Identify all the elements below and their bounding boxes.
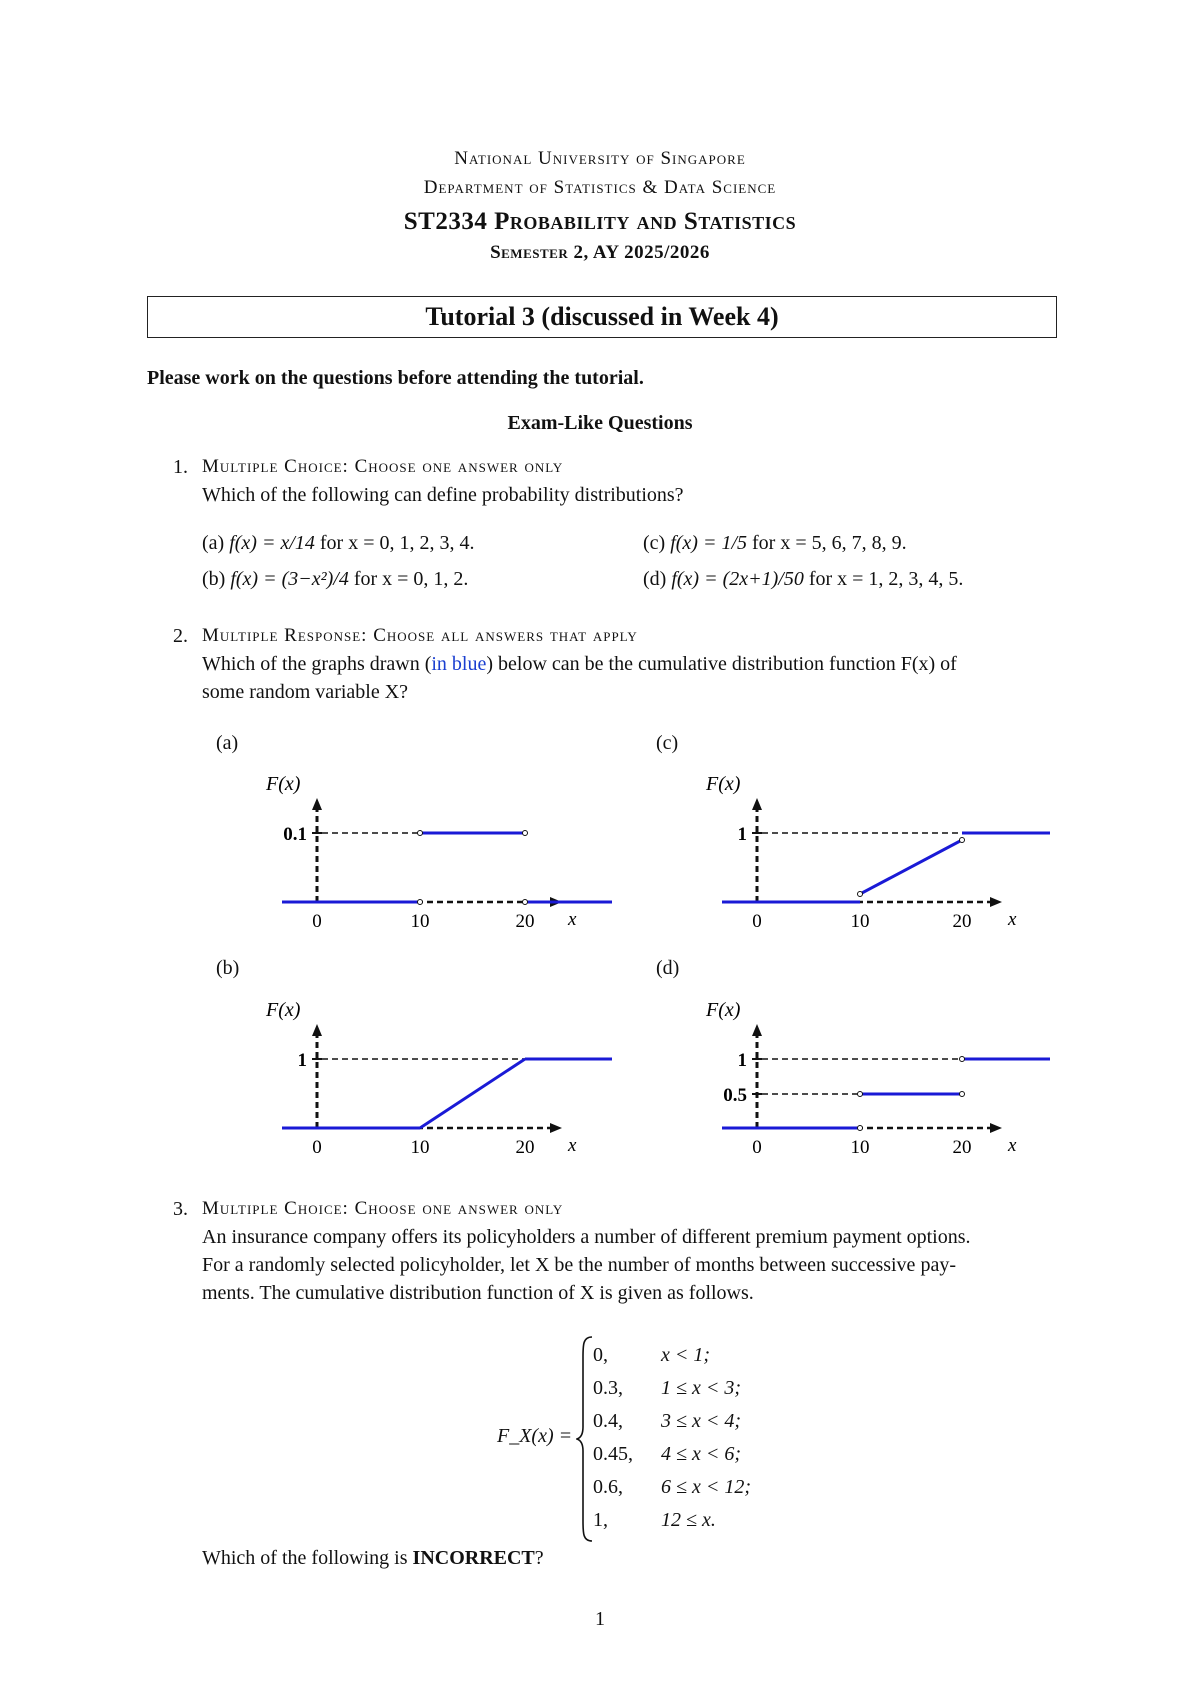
- q1-option-a-expr: f(x) = x/14: [229, 532, 315, 554]
- graph-d-x-arrow: [990, 1123, 1002, 1133]
- q1-option-d-label: (d): [643, 568, 667, 590]
- tutorial-title: Tutorial 3 (discussed in Week 4): [147, 296, 1057, 338]
- q3-question-bold: INCORRECT: [412, 1547, 535, 1569]
- q1-option-c-label: (c): [643, 532, 666, 554]
- graph-b-xtick-20: 20: [515, 1137, 535, 1158]
- graph-a-xlabel: x: [568, 909, 577, 930]
- q3-type: Multiple Choice: Choose one answer only: [202, 1198, 564, 1219]
- q3-question-after: ?: [534, 1547, 544, 1569]
- cdf-row-condition: 1 ≤ x < 3;: [661, 1377, 742, 1399]
- section-title: Exam-Like Questions: [507, 412, 693, 434]
- q1-option-c-range: for x = 5, 6, 7, 8, 9.: [752, 532, 907, 554]
- q3-line3: ments. The cumulative distribution function of X is given as follows.: [202, 1282, 754, 1304]
- graph-c-segment-2: [860, 840, 962, 894]
- q1-option-a-label: (a): [202, 532, 225, 554]
- cdf-row-value: 0,: [593, 1344, 608, 1366]
- cdf-row-condition: 12 ≤ x.: [661, 1509, 716, 1531]
- graph-b-x-arrow: [550, 1123, 562, 1133]
- cdf-row: [593, 1509, 763, 1542]
- q1-option-d: [643, 568, 963, 591]
- graph-c-ylabel: F(x): [706, 773, 741, 795]
- cdf-row-value: 1,: [593, 1509, 608, 1531]
- graph-d-ytick-top: 1: [737, 1050, 747, 1071]
- q1-number: 1.: [173, 456, 188, 478]
- graph-c-x-arrow: [990, 897, 1002, 907]
- department-name: Department of Statistics & Data Science: [423, 177, 777, 198]
- graph-d-point-3: [960, 1092, 965, 1097]
- course-title: ST2334 Probability and Statistics: [403, 208, 797, 235]
- graph-b-segment-2: [420, 1059, 525, 1128]
- q2-text-after: ) below can be the cumulative distribution function F(x) of: [486, 653, 957, 675]
- graph-a-point-2: [523, 831, 528, 836]
- cdf-row-value: 0.4,: [593, 1410, 623, 1432]
- graph-b-y-arrow: [312, 1024, 322, 1036]
- graph-b: [260, 986, 620, 1166]
- q1-option-b-expr: f(x) = (3−x²)/4: [230, 568, 349, 590]
- q1-option-a: [202, 532, 475, 555]
- graph-c-xtick-0: 0: [752, 911, 762, 932]
- graph-d-point-2: [858, 1092, 863, 1097]
- graph-d-xlabel: x: [1008, 1135, 1017, 1156]
- cdf-row-value: 0.6,: [593, 1476, 623, 1498]
- q1-text: Which of the following can define probability distributions?: [202, 484, 684, 506]
- graph-b-label: (b): [216, 957, 240, 979]
- graph-a-point-1: [418, 831, 423, 836]
- cdf-row: [593, 1476, 763, 1509]
- graph-a-xtick-20: 20: [515, 911, 535, 932]
- q3-question: [202, 1547, 544, 1570]
- graph-b-ylabel: F(x): [266, 999, 301, 1021]
- graph-a-xtick-0: 0: [312, 911, 322, 932]
- graph-c-xtick-10: 10: [850, 911, 870, 932]
- graph-c-y-arrow: [752, 798, 762, 810]
- q2-text-blue: in blue: [431, 653, 487, 675]
- graph-c-point-2: [960, 838, 965, 843]
- graph-a-label: (a): [216, 732, 239, 754]
- cdf-row: [593, 1344, 763, 1377]
- graph-d: [700, 986, 1060, 1166]
- graph-c-point-1: [858, 892, 863, 897]
- semester-label: Semester 2, AY 2025/2026: [490, 242, 710, 263]
- cdf-rows: [593, 1344, 763, 1542]
- q1-option-c-expr: f(x) = 1/5: [670, 532, 748, 554]
- graph-d-ytick-mid: 0.5: [723, 1085, 747, 1106]
- q1-option-b-label: (b): [202, 568, 226, 590]
- university-name: National University of Singapore: [454, 148, 746, 169]
- q1-option-b-range: for x = 0, 1, 2.: [353, 568, 469, 590]
- graph-a-ylabel: F(x): [266, 773, 301, 795]
- q2-text-line2: some random variable X?: [202, 681, 409, 703]
- graph-c-xlabel: x: [1008, 909, 1017, 930]
- q1-type: Multiple Choice: Choose one answer only: [202, 456, 564, 477]
- q3-number: 3.: [173, 1198, 188, 1220]
- graph-b-xtick-10: 10: [410, 1137, 430, 1158]
- cdf-row-condition: 6 ≤ x < 12;: [661, 1476, 752, 1498]
- graph-d-xtick-20: 20: [952, 1137, 972, 1158]
- graph-b-ytick: 1: [297, 1050, 307, 1071]
- q3-line1: An insurance company offers its policyholders a number of different premium payment options.: [202, 1226, 971, 1248]
- q3-line2: For a randomly selected policyholder, let X be the number of months between successive pay-: [202, 1254, 956, 1276]
- graph-a-point-3: [418, 900, 423, 905]
- page-number: 1: [595, 1608, 605, 1630]
- q2-number: 2.: [173, 625, 188, 647]
- cdf-row: [593, 1410, 763, 1443]
- cdf-row: [593, 1443, 763, 1476]
- q1-option-a-range: for x = 0, 1, 2, 3, 4.: [319, 532, 475, 554]
- cdf-row-value: 0.3,: [593, 1377, 623, 1399]
- graph-a: [260, 760, 620, 940]
- q2-type: Multiple Response: Choose all answers that apply: [202, 625, 638, 646]
- cdf-row-condition: 3 ≤ x < 4;: [661, 1410, 742, 1432]
- graph-c-xtick-20: 20: [952, 911, 972, 932]
- graph-d-point-4: [960, 1057, 965, 1062]
- cdf-lhs: F_X(x) =: [497, 1425, 573, 1447]
- graph-a-point-4: [523, 900, 528, 905]
- graph-d-y-arrow: [752, 1024, 762, 1036]
- graph-d-ylabel: F(x): [706, 999, 741, 1021]
- graph-a-y-arrow: [312, 798, 322, 810]
- q1-option-b: [202, 568, 468, 591]
- cdf-row-condition: x < 1;: [661, 1344, 711, 1366]
- graph-c-label: (c): [656, 732, 679, 754]
- cdf-row-value: 0.45,: [593, 1443, 633, 1465]
- graph-a-ytick: 0.1: [283, 824, 307, 845]
- q2-text-before: Which of the graphs drawn (: [202, 653, 432, 675]
- graph-d-xtick-10: 10: [850, 1137, 870, 1158]
- graph-b-xlabel: x: [568, 1135, 577, 1156]
- q1-option-c: [643, 532, 907, 555]
- q2-text-line1: [202, 653, 957, 676]
- q1-option-d-expr: f(x) = (2x+1)/50: [671, 568, 804, 590]
- instruction: Please work on the questions before attending the tutorial.: [147, 367, 644, 389]
- graph-c-ytick: 1: [737, 824, 747, 845]
- graph-c: [700, 760, 1060, 940]
- graph-d-xtick-0: 0: [752, 1137, 762, 1158]
- cdf-row: [593, 1377, 763, 1410]
- graph-b-xtick-0: 0: [312, 1137, 322, 1158]
- graph-a-xtick-10: 10: [410, 911, 430, 932]
- cdf-row-condition: 4 ≤ x < 6;: [661, 1443, 742, 1465]
- graph-d-label: (d): [656, 957, 680, 979]
- q1-option-d-range: for x = 1, 2, 3, 4, 5.: [808, 568, 964, 590]
- q3-question-before: Which of the following is: [202, 1547, 413, 1569]
- graph-d-point-1: [858, 1126, 863, 1131]
